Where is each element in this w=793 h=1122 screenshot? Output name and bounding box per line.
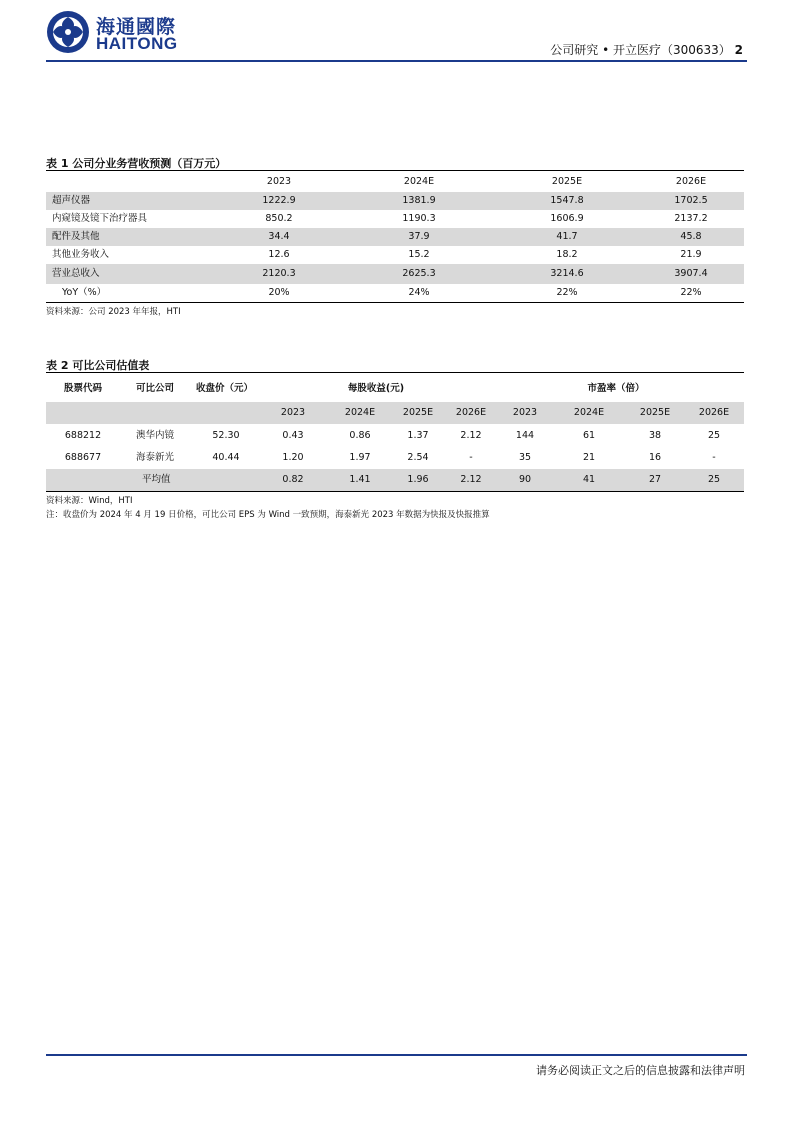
table2-top-rule [46, 372, 744, 373]
table2-year-header: 2023 [280, 407, 306, 418]
table1-cell: 2137.2 [674, 213, 708, 224]
table2-cell: 1.37 [407, 430, 429, 441]
table1-cell: 18.2 [556, 249, 578, 260]
table2-stock-code: 688677 [64, 452, 102, 463]
table1-title: 表 1 公司分业务营收预测（百万元） [46, 157, 227, 170]
table1-row [46, 192, 744, 210]
table2-col-eps: 每股收益(元) [347, 383, 405, 394]
table2-year-header: 2025E [639, 407, 671, 418]
table2-col-code: 股票代码 [64, 383, 103, 394]
table2-year-header: 2025E [402, 407, 434, 418]
table2-cell: 1.96 [407, 474, 429, 485]
table2-col-price: 收盘价（元） [196, 383, 254, 394]
table1-col-2025e: 2025E [551, 176, 583, 187]
table1-cell: 2120.3 [262, 268, 296, 279]
table1-cell: 850.2 [265, 213, 293, 224]
table1-row-label: YoY（%） [62, 287, 107, 298]
table1-row [46, 284, 744, 302]
table1-cell: 1702.5 [674, 195, 708, 206]
table2-year-header: 2024E [573, 407, 605, 418]
logo-chinese-name: 海通國際 [96, 16, 177, 38]
table1-cell: 41.7 [556, 231, 578, 242]
table1-cell: 3214.6 [550, 268, 584, 279]
table2-cell: 2.12 [460, 430, 482, 441]
table1-source: 资料来源：公司 2023 年年报，HTI [46, 307, 181, 317]
table1-cell: 1381.9 [402, 195, 436, 206]
table1-header-row [46, 176, 744, 192]
table1-row [46, 210, 744, 228]
table2-company-name: 澳华内镜 [136, 430, 175, 441]
table2-bottom-rule [46, 491, 744, 492]
table2-average-row [46, 469, 744, 491]
table1-cell: 1190.3 [402, 213, 436, 224]
table2-cell: - [712, 452, 716, 463]
table2-year-header: 2023 [512, 407, 538, 418]
table2-close-price: 40.44 [212, 452, 240, 463]
table1-row [46, 264, 744, 284]
header-report-info [550, 41, 743, 58]
table1-cell: 37.9 [408, 231, 430, 242]
table1-cell: 24% [408, 287, 430, 298]
table1-col-2024e: 2024E [403, 176, 435, 187]
table1-col-2026e: 2026E [675, 176, 707, 187]
table2-stock-code: 688212 [64, 430, 102, 441]
table2-year-header: 2024E [344, 407, 376, 418]
table2-cell: 0.82 [282, 474, 304, 485]
header-divider [46, 60, 747, 62]
table1-cell: 21.9 [680, 249, 702, 260]
table2-cell: 0.86 [349, 430, 371, 441]
table2-title: 表 2 可比公司估值表 [46, 359, 150, 372]
table1-row-label: 内窥镜及镜下治疗器具 [52, 213, 148, 224]
page-number: 2 [734, 43, 743, 57]
table2-cell: 38 [648, 430, 662, 441]
table2-group-header-row [46, 380, 744, 398]
table1-row-label: 配件及其他 [52, 231, 100, 242]
table2-company-name: 海泰新光 [136, 452, 175, 463]
table1-cell: 15.2 [408, 249, 430, 260]
table1-cell: 22% [680, 287, 702, 298]
table2-cell: 35 [518, 452, 532, 463]
table2-row [46, 425, 744, 447]
table1-cell: 34.4 [268, 231, 290, 242]
table2-cell: 1.41 [349, 474, 371, 485]
footer-disclaimer: 请务必阅读正文之后的信息披露和法律声明 [536, 1064, 745, 1077]
table2-cell: 41 [582, 474, 596, 485]
table2-cell: 27 [648, 474, 662, 485]
table2-cell: - [469, 452, 473, 463]
logo-english-name: HAITONG [96, 34, 178, 53]
table1-row-label: 营业总收入 [52, 268, 100, 279]
table2-row [46, 447, 744, 469]
table2-cell: 1.20 [282, 452, 304, 463]
page-header [0, 0, 793, 64]
table2-note: 注：收盘价为 2024 年 4 月 19 日价格，可比公司 EPS 为 Wind 一致预期，海泰新光 2023 年数据为快报及快报推算 [46, 510, 490, 520]
table2-cell: 61 [582, 430, 596, 441]
table2-cell: 21 [582, 452, 596, 463]
table2-cell: 2.12 [460, 474, 482, 485]
table2-year-header-row [46, 402, 744, 424]
table1-row-label: 超声仪器 [52, 195, 91, 206]
table2-cell: 25 [707, 474, 721, 485]
table2-col-company: 可比公司 [136, 383, 175, 394]
table2-average-label: 平均值 [142, 474, 171, 485]
table1-col-2023: 2023 [266, 176, 292, 187]
table1-cell: 20% [268, 287, 290, 298]
table1-cell: 12.6 [268, 249, 290, 260]
table1-row [46, 246, 744, 264]
table1-cell: 45.8 [680, 231, 702, 242]
table1-cell: 2625.3 [402, 268, 436, 279]
table2-close-price: 52.30 [212, 430, 240, 441]
table1-top-rule [46, 170, 744, 171]
header-company-label: 公司研究 • 开立医疗（300633） [550, 43, 731, 57]
table2-cell: 144 [515, 430, 535, 441]
table2-cell: 2.54 [407, 452, 429, 463]
table2-year-header: 2026E [698, 407, 730, 418]
table1-row [46, 228, 744, 246]
table2-year-header: 2026E [455, 407, 487, 418]
footer-divider [46, 1054, 747, 1056]
table2-cell: 90 [518, 474, 532, 485]
haitong-logo-icon [46, 10, 90, 54]
table2-cell: 25 [707, 430, 721, 441]
table1-cell: 22% [556, 287, 578, 298]
table2-cell: 0.43 [282, 430, 304, 441]
table2-cell: 16 [648, 452, 662, 463]
table1-cell: 1606.9 [550, 213, 584, 224]
table1-cell: 3907.4 [674, 268, 708, 279]
table1-cell: 1547.8 [550, 195, 584, 206]
table1-row-label: 其他业务收入 [52, 249, 110, 260]
table2-cell: 1.97 [349, 452, 371, 463]
table2-col-pe: 市盈率（倍） [587, 383, 645, 394]
table1-cell: 1222.9 [262, 195, 296, 206]
table1-bottom-rule [46, 302, 744, 303]
table2-source: 资料来源：Wind，HTI [46, 496, 133, 506]
